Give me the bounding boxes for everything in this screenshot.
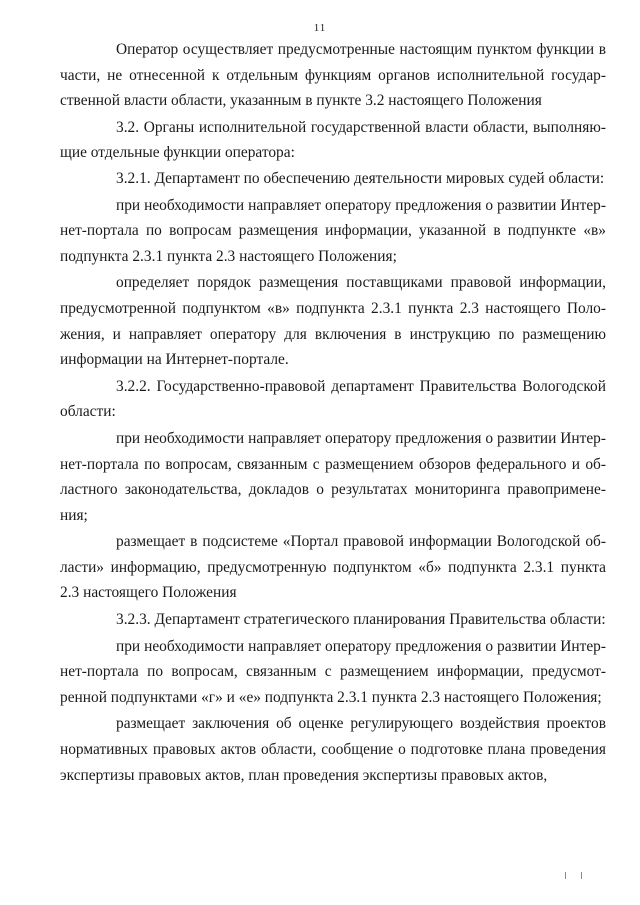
paragraph-3-2-2-placement: размещает в подсистеме «Портал правовой информации Вологодской области» информацию, предусмотренную подпунктом «б» подпункта 2.3.1 пункта 2.3 настоящего Положения	[60, 533, 606, 602]
paragraph-3-2-3-proposals: при необходимости направляет оператору предложения о развитии Интернет-портала по вопросам, связанным с размещением информации, предусмотренной подпунктами «г» и «е» подпункта 2.3.1 пункта 2.3 настоящего Положения;	[60, 637, 606, 706]
document-body	[60, 37, 606, 788]
paragraph-operator-functions: Оператор осуществляет предусмотренные настоящим пунктом функции в части, не отнесенной к отдельным функциям органов исполнительной государственной власти области, указанным в пункте 3.2 настоящего Положения	[60, 41, 606, 110]
page-number: 11	[313, 22, 327, 34]
paragraph-3-2-3-heading: 3.2.3. Департамент стратегического планирования Правительства области:	[116, 611, 606, 629]
paragraph-3-2-2-heading: 3.2.2. Государственно-правовой департамент Правительства Вологодской области:	[60, 377, 606, 421]
paragraph-3-2: 3.2. Органы исполнительной государственной власти области, выполняющие отдельные функции оператора:	[60, 118, 606, 162]
paragraph-3-2-1-heading: 3.2.1. Департамент по обеспечению деятельности мировых судей области:	[116, 169, 605, 187]
paragraph-3-2-1-proposals: при необходимости направляет оператору предложения о развитии Интернет-портала по вопросам размещения информации, указанной в подпункте «в» подпункта 2.3.1 пункта 2.3 настоящего Положения;	[60, 196, 606, 265]
paragraph-3-2-3-placement: размещает заключения об оценке регулирующего воздействия проектов нормативных правовых актов области, сообщение о подготовке плана проведения экспертизы правовых актов, план проведения экспертизы правовых актов,	[60, 715, 606, 784]
scan-artifact-marks	[563, 872, 587, 880]
paragraph-3-2-2-proposals: при необходимости направляет оператору предложения о развитии Интернет-портала по вопросам, связанным с размещением обзоров федерального и областного законодательства, докладов о результатах мониторинга правоприменения;	[60, 429, 606, 524]
paragraph-3-2-1-procedure: определяет порядок размещения поставщиками правовой информации, предусмотренной подпунктом «в» подпункта 2.3.1 пункта 2.3 настоящего Положения, и направляет оператору для включения в инструкцию по размещению информации на Интернет-портале.	[60, 274, 606, 369]
